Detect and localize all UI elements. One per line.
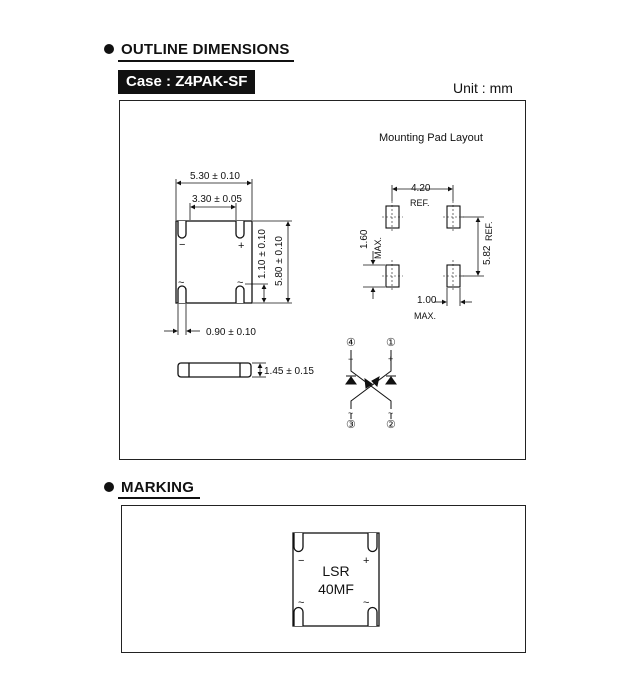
pad-dim-pitch-x-ref: REF. <box>410 198 430 208</box>
marked-package <box>293 533 379 626</box>
dim-thickness: 1.45 ± 0.15 <box>264 366 314 377</box>
marking-minus: − <box>298 555 305 567</box>
marking-plus: + <box>363 555 370 567</box>
outline-drawing <box>120 101 524 458</box>
unit-label: Unit : mm <box>453 80 513 96</box>
circuit-ac-right: ~ <box>388 408 394 418</box>
pad-dim-width-max: MAX. <box>414 311 437 321</box>
circuit-ac-left: ~ <box>348 408 354 418</box>
minus-mark: − <box>179 239 186 251</box>
marking-drawing <box>122 506 524 651</box>
dim-width-outer: 5.30 ± 0.10 <box>190 171 240 182</box>
marking-ac-left: ~ <box>298 597 305 609</box>
case-label: Case : Z4PAK-SF <box>118 70 255 94</box>
plus-mark: + <box>238 240 245 252</box>
pin-1-label: ① <box>386 337 396 349</box>
package-top-view <box>176 221 252 303</box>
section-bullet-outline <box>104 44 114 54</box>
pin-4-label: ④ <box>346 337 356 349</box>
ac-mark-left: ~ <box>178 277 185 289</box>
section-bullet-marking <box>104 482 114 492</box>
dim-height-total: 5.80 ± 0.10 <box>274 236 285 286</box>
marking-line-2: 40MF <box>318 581 354 597</box>
pin-2-label: ② <box>386 419 396 431</box>
dim-pad-height: 1.10 ± 0.10 <box>257 229 268 279</box>
pad-dim-width: 1.00 <box>417 295 437 306</box>
ac-mark-right: ~ <box>237 277 244 289</box>
pad-dim-pitch-y-ref: REF. <box>484 221 494 241</box>
marking-line-1: LSR <box>322 563 350 579</box>
pad-dim-height-max: MAX. <box>373 236 383 259</box>
dim-width-inner: 3.30 ± 0.05 <box>192 194 242 205</box>
marking-ac-right: ~ <box>363 597 370 609</box>
package-side-view <box>178 363 251 377</box>
pad-dim-pitch-x: 4.20 <box>411 183 431 194</box>
marking-title-underline <box>118 497 200 499</box>
dim-pad-width: 0.90 ± 0.10 <box>206 327 256 338</box>
outline-title-underline <box>118 60 294 62</box>
pad-dim-height: 1.60 <box>359 229 370 249</box>
pad-layout <box>386 206 460 287</box>
pad-layout-title: Mounting Pad Layout <box>379 132 483 144</box>
pin-3-label: ③ <box>346 419 356 431</box>
marking-title: MARKING <box>121 479 195 496</box>
outline-title: OUTLINE DIMENSIONS <box>121 41 290 58</box>
circuit-plus: + <box>388 354 394 364</box>
pad-dim-pitch-y: 5.82 <box>482 245 493 265</box>
marking-frame <box>121 505 526 653</box>
circuit-minus: − <box>348 354 354 364</box>
outline-drawing-frame <box>119 100 526 460</box>
